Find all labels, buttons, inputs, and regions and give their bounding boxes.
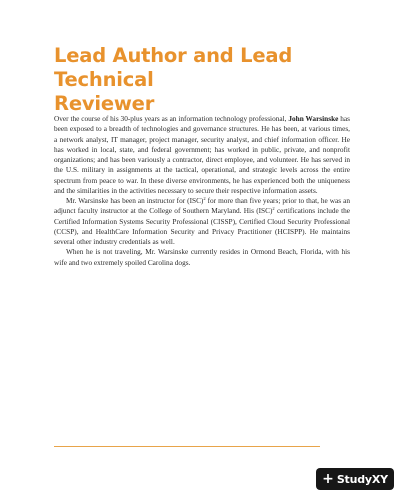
plus-icon: + <box>322 471 334 487</box>
bio-p1-intro: Over the course of his 30-plus years as an information technology professional, <box>54 114 289 123</box>
footer-rule <box>54 446 320 447</box>
superscript-2: 2 <box>203 196 206 201</box>
bio-p2-part-1: Mr. Warsinske has been an instructor for (ISC) <box>66 196 204 205</box>
superscript-2: 2 <box>272 206 275 212</box>
studyxy-watermark-badge <box>316 468 394 490</box>
author-bio <box>54 114 350 268</box>
bio-p1-body: has been exposed to a breadth of technologies and governance structures. He has been, at various times, a network analyst, IT manager, project manager, security analyst, and chief information officer. He has worked in local, state, and federal government; has worked in public, private, and nonprofit organizations; and has been variously a contractor, direct employee, and volunteer. He has served in the U.S. military in assignments at the tactical, operational, and strategic levels across the entire spectrum from peace to war. In these diverse environments, he has experienced both the uniqueness and the similarities in the activities necessary to secure their respective information assets. <box>54 114 350 195</box>
watermark-label: StudyXY <box>336 472 388 486</box>
bio-paragraph-1 <box>54 114 350 196</box>
bio-paragraph-2 <box>54 196 350 247</box>
bio-p2-part-3: certifications include the Certified Information Systems Security Professional (CISSP), Certified Cloud Security Professional (CCSP), and HealthCare Information Security and Privacy Practitioner (HCISPP). He maintains several other industry credentials as well. <box>54 206 350 246</box>
bio-p2-part-2: for more than five years; prior to that, he was an adjunct faculty instructor at the College of Southern Maryland. His (ISC) <box>54 196 350 216</box>
page-title-line-1: Lead Author and Lead Technical <box>54 44 293 91</box>
author-name: John Warsinske <box>288 114 339 123</box>
page-title-line-2: Reviewer <box>54 92 155 115</box>
page-title <box>54 44 354 116</box>
bio-paragraph-3: When he is not traveling, Mr. Warsinske currently resides in Ormond Beach, Florida, with his wife and two extremely spoiled Carolina dogs. <box>54 247 350 267</box>
